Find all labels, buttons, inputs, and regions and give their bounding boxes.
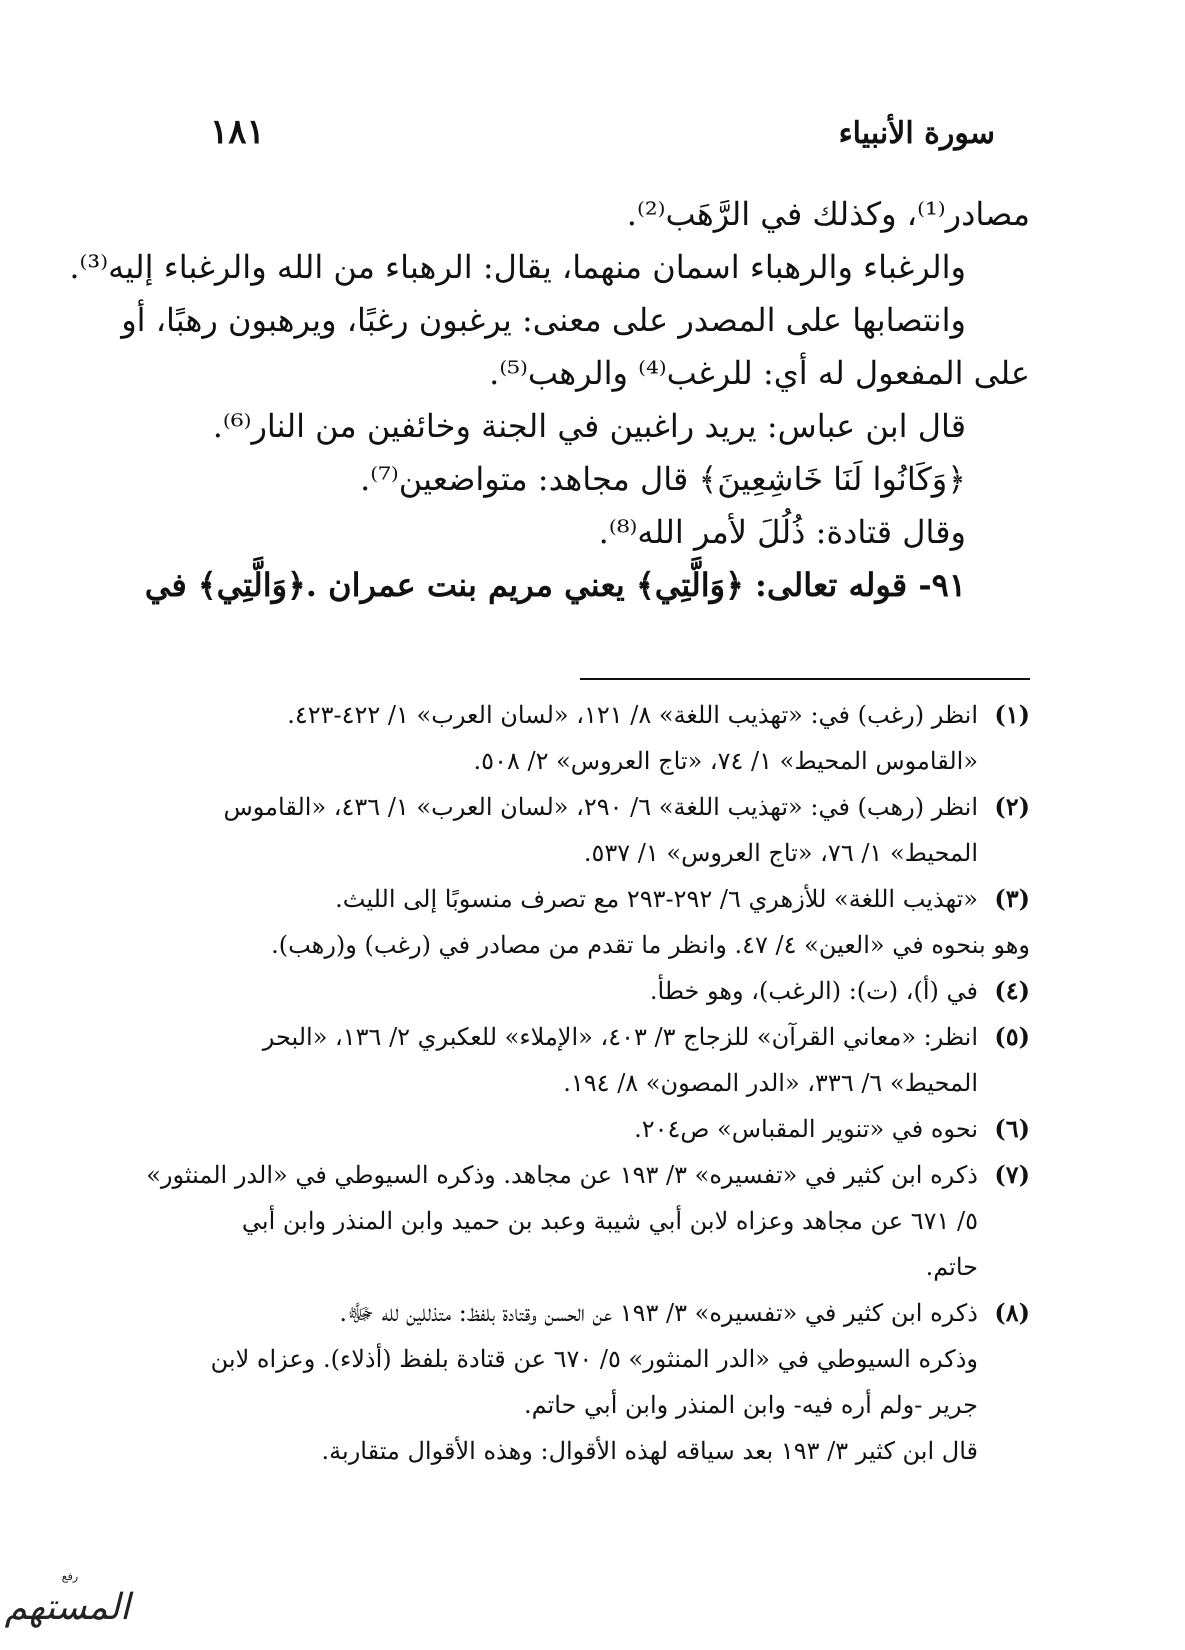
footnote-line: نحوه في «تنوير المقباس» ص٢٠٤. — [634, 1115, 978, 1143]
surah-title: سورة الأنبياء — [838, 116, 995, 151]
footnote — [140, 692, 1030, 784]
footnote-line: انظر (رغب) في: «تهذيب اللغة» ٨/ ١٢١، «لسان العرب» ١/ ٤٢٢-٤٢٣. — [287, 701, 978, 729]
footnote — [140, 1290, 1030, 1474]
footnote-number: (٢) — [994, 792, 1030, 821]
publisher-logo — [4, 1570, 130, 1642]
footnote-continuation — [140, 922, 1030, 968]
footnote — [140, 876, 1030, 922]
footnote-divider — [580, 678, 1030, 680]
footnote-number: (٧) — [994, 1160, 1030, 1189]
footnote-line: «القاموس المحيط» ١/ ٧٤، «تاج العروس» ٢/ ٥٠٨. — [473, 747, 978, 775]
footnote-number: (٦) — [994, 1114, 1030, 1143]
footnote-line: في (أ)، (ت): (الرغب)، وهو خطأ. — [649, 977, 978, 1005]
footnote-line: جرير -ولم أره فيه- وابن المنذر وابن أبي حاتم. — [523, 1391, 978, 1419]
footnote-line: ذكره ابن كثير في «تفسيره» ٣/ ١٩٣ عن الحسن وقتادة بلفظ: متذللين لله ﷻ. — [339, 1299, 978, 1327]
text-line: مصادر⁽¹⁾، وكذلك في الرَّهَب⁽²⁾. — [626, 195, 1030, 233]
footnote-line: المحيط» ٦/ ٣٣٦، «الدر المصون» ٨/ ١٩٤. — [563, 1069, 978, 1097]
footnote-line: وهو بنحوه في «العين» ٤/ ٤٧. وانظر ما تقدم من مصادر في (رغب) و(رهب). — [271, 931, 1030, 959]
footnote-line: انظر (رهب) في: «تهذيب اللغة» ٦/ ٢٩٠، «لسان العرب» ١/ ٤٣٦، «القاموس — [223, 793, 978, 821]
footnote — [140, 784, 1030, 876]
page-number: ١٨١ — [210, 112, 265, 152]
footnote-line: وذكره السيوطي في «الدر المنثور» ٥/ ٦٧٠ عن قتادة بلفظ (أذلاء). وعزاه لابن — [210, 1345, 978, 1373]
verse-heading-line: ٩١- قوله تعالى: ﴿وَالَّتِي﴾ يعني مريم بنت عمران .﴿وَالَّتِي﴾ في — [144, 566, 966, 604]
footnote-number: (٤) — [994, 976, 1030, 1005]
footnote-number: (٣) — [994, 884, 1030, 913]
footnote-line: المحيط» ١/ ٧٦، «تاج العروس» ١/ ٥٣٧. — [583, 839, 978, 867]
text-line: قال ابن عباس: يريد راغبين في الجنة وخائفين من النار⁽⁶⁾. — [212, 407, 966, 445]
footnotes — [140, 692, 1030, 1474]
footnote-number: (٥) — [994, 1022, 1030, 1051]
text-line: وقال قتادة: ذُلُلَ لأمر الله⁽⁸⁾. — [598, 513, 966, 551]
logo-subtext: رفع — [61, 1570, 79, 1583]
footnote-line: ذكره ابن كثير في «تفسيره» ٣/ ١٩٣ عن مجاهد. وذكره السيوطي في «الدر المنثور» — [146, 1161, 978, 1189]
footnote-line: ٥/ ٦٧١ عن مجاهد وعزاه لابن أبي شيبة وعبد بن حميد وابن المنذر وابن أبي — [241, 1207, 978, 1235]
footnote — [140, 1106, 1030, 1152]
footnote — [140, 1152, 1030, 1290]
footnote-number: (٨) — [994, 1298, 1030, 1327]
footnote-line: قال ابن كثير ٣/ ١٩٣ بعد سياقه لهذه الأقوال: وهذه الأقوال متقاربة. — [321, 1437, 978, 1465]
text-line: على المفعول له أي: للرغب⁽⁴⁾ والرهب⁽⁵⁾. — [489, 354, 1030, 392]
footnote-line: حاتم. — [925, 1253, 978, 1281]
text-line: وانتصابها على المصدر على معنى: يرغبون رغبًا، ويرهبون رهبًا، أو — [121, 301, 966, 339]
footnote — [140, 1014, 1030, 1106]
main-text — [69, 188, 1030, 612]
footnote — [140, 968, 1030, 1014]
logo-text: المستهم — [4, 1587, 130, 1628]
text-line: والرغباء والرهباء اسمان منهما، يقال: الرهباء من الله والرغباء إليه⁽³⁾. — [69, 248, 966, 286]
page-header — [200, 112, 995, 162]
footnote-number: (١) — [994, 700, 1030, 729]
footnote-line: انظر: «معاني القرآن» للزجاج ٣/ ٤٠٣، «الإملاء» للعكبري ٢/ ١٣٦، «البحر — [262, 1023, 978, 1051]
text-line: ﴿وَكَانُوا لَنَا خَاشِعِينَ﴾ قال مجاهد: متواضعين⁽⁷⁾. — [360, 460, 966, 498]
footnote-line: «تهذيب اللغة» للأزهري ٦/ ٢٩٢-٢٩٣ مع تصرف منسوبًا إلى الليث. — [335, 885, 978, 913]
